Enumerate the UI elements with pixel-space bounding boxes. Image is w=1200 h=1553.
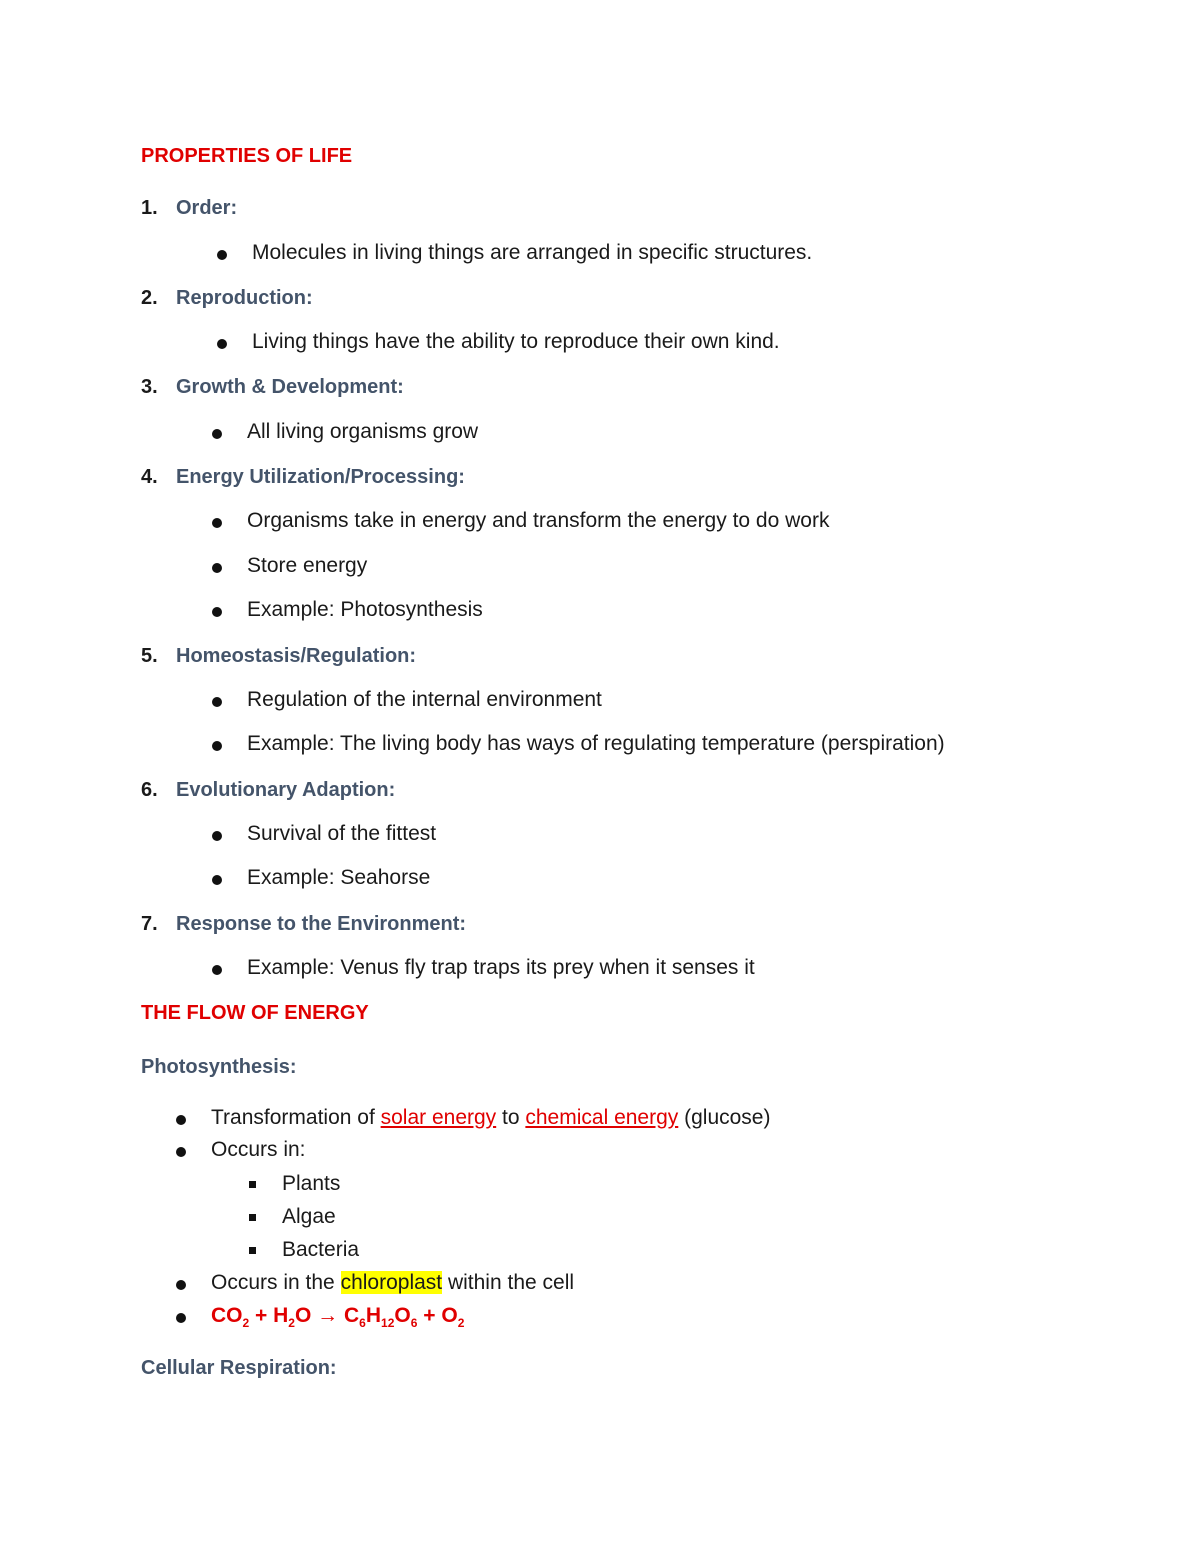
bullet-text: Example: Photosynthesis [247,598,483,621]
bullet-icon [217,339,227,349]
formula-subscript: 2 [288,1316,295,1331]
photosynthesis-heading: Photosynthesis: [141,1056,297,1078]
photosynthesis-formula [211,1304,464,1330]
cellular-respiration-heading: Cellular Respiration: [141,1357,337,1379]
bullet-text: Living things have the ability to reproduce their own kind. [252,330,780,353]
bullet-text: Example: Venus fly trap traps its prey when it senses it [247,956,755,979]
bullet-icon [212,518,222,528]
item-heading-response: Response to the Environment: [176,913,467,935]
bullet-text: Survival of the fittest [247,822,437,845]
item-heading-evolution: Evolutionary Adaption: [176,779,396,801]
item-heading-growth: Growth & Development: [176,376,404,398]
item-heading-order: Order: [176,197,238,219]
chloroplast-post-text: within the cell [442,1271,575,1294]
glucose-text: (glucose) [678,1106,771,1129]
organism-plants: Plants [282,1172,341,1195]
formula-subscript: 12 [381,1316,395,1331]
solar-energy-text: solar energy [380,1106,497,1129]
bullet-icon [176,1280,186,1290]
item-number: 6. [141,779,158,801]
occurs-in-text: Occurs in: [211,1138,306,1161]
organism-bacteria: Bacteria [282,1238,360,1261]
section-title-flow: THE FLOW OF ENERGY [141,1002,369,1024]
transformation-line [211,1106,770,1130]
bullet-icon [176,1115,186,1125]
bullet-icon [212,965,222,975]
chemical-energy-text: chemical energy [525,1106,679,1129]
formula-part: O [394,1304,411,1327]
square-bullet-icon [249,1214,256,1221]
formula-subscript: 2 [457,1316,465,1331]
bullet-text: Example: The living body has ways of regulating temperature (perspiration) [247,732,945,755]
bullet-icon [212,697,222,707]
bullet-text: All living organisms grow [247,420,479,443]
bullet-icon [176,1313,186,1323]
organism-algae: Algae [282,1205,336,1228]
formula-subscript: 6 [359,1316,366,1331]
bullet-icon [212,741,222,751]
item-number: 7. [141,913,158,935]
item-number: 1. [141,197,158,219]
chloroplast-highlight: chloroplast [340,1271,443,1294]
to-text: to [496,1106,526,1129]
bullet-text: Store energy [247,554,368,577]
bullet-text: Organisms take in energy and transform the energy to do work [247,509,830,532]
formula-part: CO [211,1304,243,1327]
bullet-icon [176,1147,186,1157]
section-title-properties: PROPERTIES OF LIFE [141,145,353,167]
bullet-icon [212,831,222,841]
bullet-icon [212,875,222,885]
item-number: 3. [141,376,158,398]
bullet-icon [217,250,227,260]
formula-part: + H [249,1304,289,1327]
formula-part: O [294,1304,318,1327]
item-heading-energy: Energy Utilization/Processing: [176,466,465,488]
transformation-text: Transformation of [211,1106,381,1129]
bullet-icon [212,607,222,617]
bullet-icon [212,563,222,573]
item-heading-reproduction: Reproduction: [176,287,313,309]
item-heading-homeostasis: Homeostasis/Regulation: [176,645,417,667]
formula-subscript: 6 [410,1316,418,1331]
formula-part: H [365,1304,382,1327]
bullet-icon [212,429,222,439]
chloroplast-line [211,1271,574,1295]
chloroplast-pre-text: Occurs in the [211,1271,341,1294]
item-number: 2. [141,287,158,309]
bullet-text: Molecules in living things are arranged in specific structures. [252,241,813,264]
item-number: 5. [141,645,158,667]
formula-part: + O [417,1304,458,1327]
square-bullet-icon [249,1181,256,1188]
bullet-text: Regulation of the internal environment [247,688,602,711]
bullet-text: Example: Seahorse [247,866,431,889]
item-number: 4. [141,466,158,488]
arrow-icon: → [317,1304,339,1327]
square-bullet-icon [249,1247,256,1254]
formula-subscript: 2 [242,1316,250,1331]
formula-part: C [338,1304,360,1327]
